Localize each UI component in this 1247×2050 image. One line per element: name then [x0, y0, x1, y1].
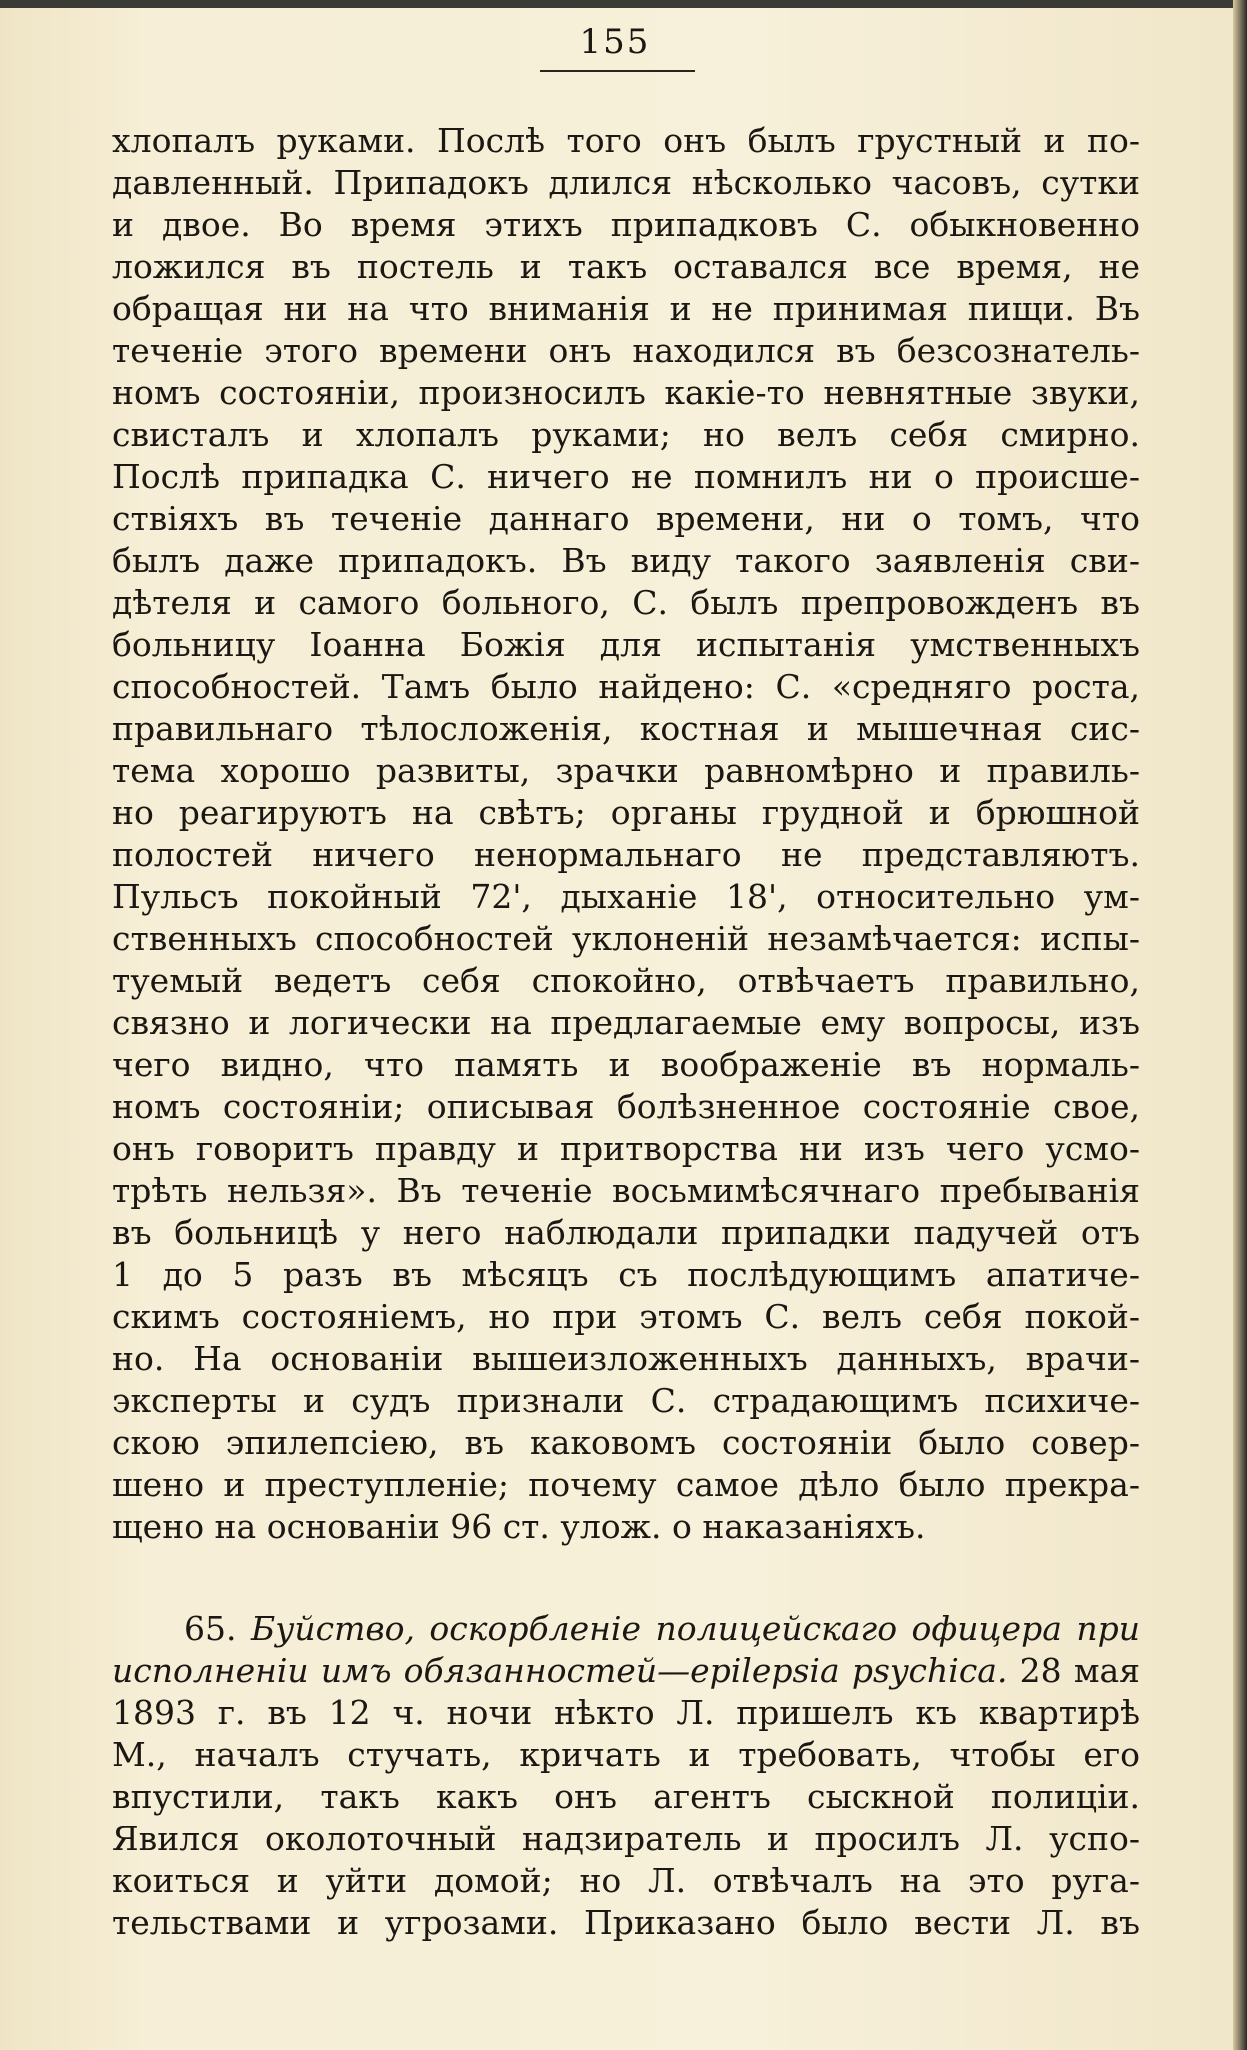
text-line: скимъ состояніемъ, но при этомъ С. велъ себя покой-	[112, 1297, 1140, 1336]
text-line: 1893 г. въ 12 ч. ночи нѣкто Л. пришелъ къ квартирѣ	[112, 1693, 1140, 1732]
text-line: полостей ничего ненормальнаго не представляютъ.	[112, 835, 1140, 874]
text-line: тема хорошо развиты, зрачки равномѣрно и правиль-	[112, 751, 1140, 790]
text-line: ложился въ постель и такъ оставался все время, не	[112, 247, 1140, 286]
text-line: номъ состояніи, произносилъ какіе-то невнятные звуки,	[112, 373, 1140, 412]
text-line: свисталъ и хлопалъ руками; но велъ себя смирно.	[112, 415, 1140, 454]
text-line: теченіе этого времени онъ находился въ безсознатель-	[112, 331, 1140, 370]
page-number-rule	[540, 70, 695, 72]
case-title: Буйство, оскорбленіе полицейскаго офицера при	[250, 1609, 1140, 1648]
scan-right-edge	[1233, 0, 1247, 2050]
text-line: впустили, такъ какъ онъ агентъ сыскной полиціи.	[112, 1777, 1140, 1816]
text-line: ствіяхъ въ теченіе даннаго времени, ни о томъ, что	[112, 499, 1140, 538]
text-line: но реагируютъ на свѣтъ; органы грудной и брюшной	[112, 793, 1140, 832]
text-line: въ больницѣ у него наблюдали припадки падучей отъ	[112, 1213, 1140, 1252]
case-heading-line-2	[112, 1650, 1140, 1692]
text-line: способностей. Тамъ было найдено: С. «средняго роста,	[112, 667, 1140, 706]
text-line: коиться и уйти домой; но Л. отвѣчалъ на это руга-	[112, 1861, 1140, 1900]
text-line: онъ говоритъ правду и притворства ни изъ чего усмо-	[112, 1129, 1140, 1168]
text-line: но. На основаніи вышеизложенныхъ данныхъ, врачи-	[112, 1339, 1140, 1378]
case-date: 28 мая	[1019, 1651, 1140, 1690]
text-line: 1 до 5 разъ въ мѣсяцъ съ послѣдующимъ апатиче-	[112, 1255, 1140, 1294]
text-line: былъ даже припадокъ. Въ виду такого заявленія сви-	[112, 541, 1140, 580]
text-line: больницу Іоанна Божія для испытанія умственныхъ	[112, 625, 1140, 664]
case-65-paragraph	[112, 1608, 1140, 1944]
text-line: шено и преступленіе; почему самое дѣло было прекра-	[112, 1465, 1140, 1504]
case-number: 65.	[184, 1609, 237, 1648]
text-line: трѣть нельзя». Въ теченіе восьмимѣсячнаго пребыванія	[112, 1171, 1140, 1210]
text-line: давленный. Припадокъ длился нѣсколько часовъ, сутки	[112, 163, 1140, 202]
text-line: щено на основаніи 96 ст. улож. о наказаніяхъ.	[112, 1507, 926, 1546]
scan-top-edge	[0, 0, 1247, 8]
text-line: тельствами и угрозами. Приказано было вести Л. въ	[112, 1903, 1140, 1942]
text-line: эксперты и судъ признали С. страдающимъ психиче-	[112, 1381, 1140, 1420]
text-line: скою эпилепсіею, въ каковомъ состояніи было совер-	[112, 1423, 1140, 1462]
text-line: чего видно, что память и воображеніе въ нормаль-	[112, 1045, 1140, 1084]
text-line: обращая ни на что вниманія и не принимая пищи. Въ	[112, 289, 1140, 328]
text-line: М., началъ стучать, кричать и требовать, чтобы его	[112, 1735, 1140, 1774]
text-line: хлопалъ руками. Послѣ того онъ былъ грустный и по-	[112, 121, 1140, 160]
paragraph-continuation	[112, 120, 1140, 1548]
case-title-continued: исполненіи имъ обязанностей—epilepsia psychica.	[112, 1651, 1008, 1690]
text-line: туемый ведетъ себя спокойно, отвѣчаетъ правильно,	[112, 961, 1140, 1000]
text-line: дѣтеля и самого больного, С. былъ препровожденъ въ	[112, 583, 1140, 622]
text-line: Явился околоточный надзиратель и просилъ Л. успо-	[112, 1819, 1140, 1858]
text-line: ственныхъ способностей уклоненій незамѣчается: испы-	[112, 919, 1140, 958]
text-line: правильнаго тѣлосложенія, костная и мышечная сис-	[112, 709, 1140, 748]
case-heading-line	[112, 1608, 1140, 1650]
page-number: 155	[579, 22, 651, 62]
text-line: Пульсъ покойный 72', дыханіе 18', относительно ум-	[112, 877, 1140, 916]
text-line: и двое. Во время этихъ припадковъ С. обыкновенно	[112, 205, 1140, 244]
text-line: номъ состояніи; описывая болѣзненное состояніе свое,	[112, 1087, 1140, 1126]
text-line: связно и логически на предлагаемые ему вопросы, изъ	[112, 1003, 1140, 1042]
text-line: Послѣ припадка С. ничего не помнилъ ни о происше-	[112, 457, 1140, 496]
